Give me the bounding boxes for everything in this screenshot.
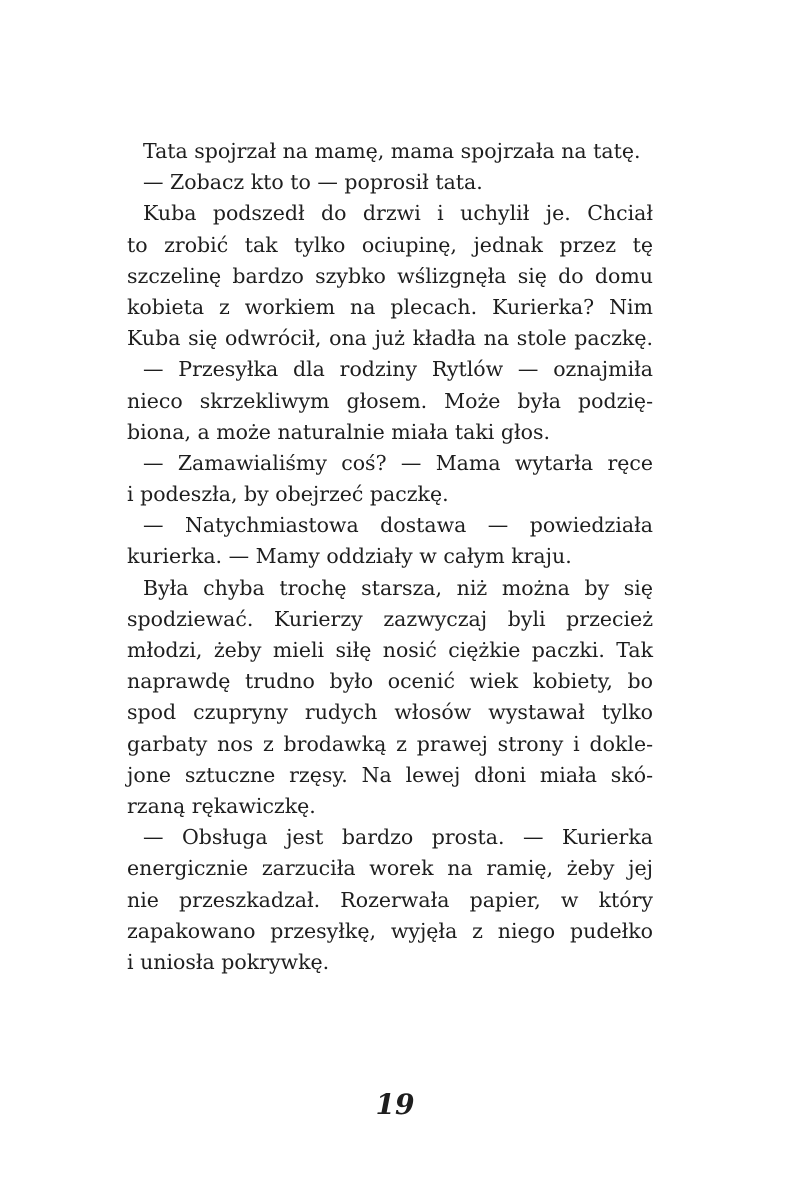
text-line: i uniosła pokrywkę. [127, 949, 330, 974]
text-line: rzaną rękawiczkę. [127, 793, 316, 818]
text-line: młodzi, żeby mieli siłę nosić ciężkie paczki. Tak [127, 638, 653, 662]
page-number: 19 [375, 1088, 415, 1121]
text-line: jone sztuczne rzęsy. Na lewej dłoni miała skó- [127, 762, 653, 787]
text-line: Kuba się odwrócił, ona już kładła na stole paczkę. [127, 326, 653, 351]
text-line: naprawdę trudno było ocenić wiek kobiety, bo [127, 669, 653, 694]
text-line: — Zamawialiśmy coś? — Mama wytarła ręce [143, 450, 653, 475]
text-line: nie przeszkadzał. Rozerwała papier, w który [127, 887, 653, 912]
text-line: kobieta z workiem na plecach. Kurierka? Nim [127, 294, 653, 319]
text-line: — Zobacz kto to — poprosił tata. [143, 170, 483, 195]
text-line: to zrobić tak tylko ociupinę, jednak przez tę [127, 232, 653, 257]
text-line: biona, a może naturalnie miała taki głos. [127, 419, 551, 444]
text-line: zapakowano przesyłkę, wyjęła z niego pudełko [127, 918, 653, 943]
text-line: energicznie zarzuciła worek na ramię, żeby jej [127, 856, 653, 881]
body-text [127, 136, 653, 978]
text-line: Kuba podszedł do drzwi i uchylił je. Chciał [143, 201, 653, 226]
text-line: — Natychmiastowa dostawa — powiedziała [143, 513, 653, 538]
text-line: i podeszła, by obejrzeć paczkę. [127, 482, 449, 507]
text-line: garbaty nos z brodawką z prawej strony i dokle- [127, 731, 653, 756]
text-line: spodziewać. Kurierzy zazwyczaj byli przecież [127, 606, 653, 631]
text-line: Była chyba trochę starsza, niż można by się [143, 575, 653, 600]
text-line: Tata spojrzał na mamę, mama spojrzała na tatę. [143, 139, 641, 163]
text-line: szczelinę bardzo szybko wślizgnęła się do domu [127, 263, 653, 288]
text-line: — Przesyłka dla rodziny Rytlów — oznajmiła [143, 357, 653, 382]
text-line: nieco skrzekliwym głosem. Może była podzię- [127, 388, 653, 413]
text-line: — Obsługa jest bardzo prosta. — Kurierka [143, 825, 653, 850]
text-line: spod czupryny rudych włosów wystawał tylko [127, 700, 653, 725]
text-line: kurierka. — Mamy oddziały w całym kraju. [127, 544, 572, 569]
